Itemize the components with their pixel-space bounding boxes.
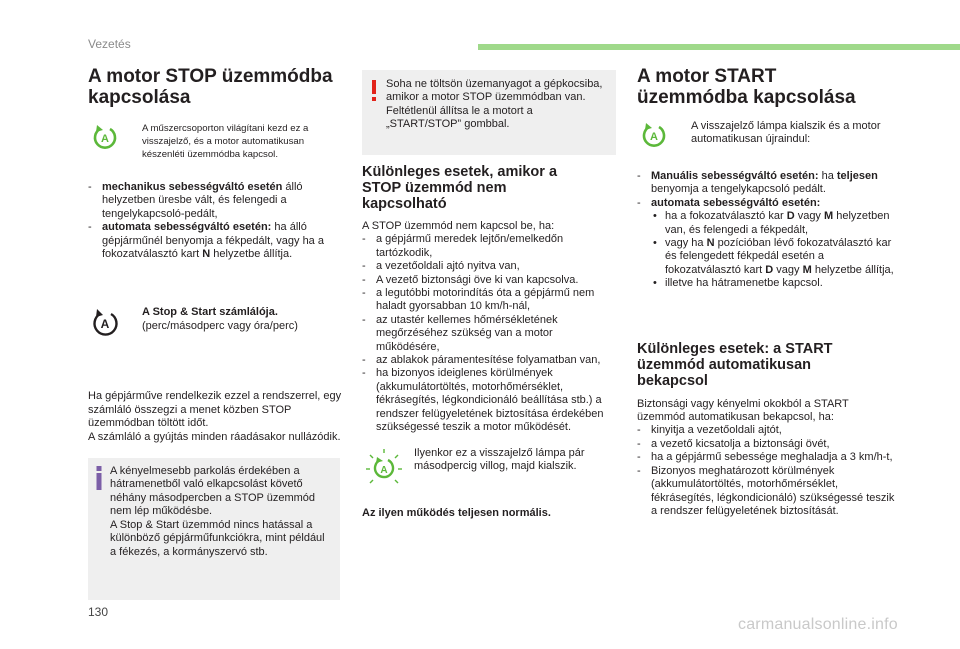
counter-para-2: A számláló a gyújtás minden ráadásakor nullázódik. [88,430,341,443]
list-item: - ha a gépjármű sebessége meghaladja a 3 km/h-t, [637,451,899,464]
list-item: - az utastér kellemes hőmérsékletének megőrzéséhez szükség van a motor működésére, [362,314,616,354]
stop-mode-intro: A műszercsoporton világítani kezd ez a visszajelző, és a motor automatikusan készenléti üzemmódba kapcsol. [142,123,309,160]
special-cases-stop-intro: A STOP üzemmód nem kapcsol be, ha: [362,220,555,232]
special-cases-stop-title: Különleges esetek, amikor a STOP üzemmód nem kapcsolható [362,164,558,212]
column-stop-mode [88,66,344,600]
info-icon [95,466,103,490]
warning-exclamation-icon [370,80,378,102]
list-item: • vagy ha N pozícióban lévő fokozatválasztó kar és felengedett fékpedál esetén a fokozatválasztó kart D vagy M helyzetbe állítja, [651,237,899,277]
normal-operation-text: Az ilyen működés teljesen normális. [362,506,551,519]
blinking-indicator-icon [362,447,414,487]
blink-text: Ilyenkor ez a visszajelző lámpa pár másodpercig villog, majd kialszik. [414,446,585,472]
list-item: - az ablakok páramentesítése folyamatban van, [362,354,616,367]
list-item: - a vezető kicsatolja a biztonsági övét, [637,438,899,451]
list-item: - A vezető biztonsági öve ki van kapcsolva. [362,274,616,287]
list-item: - Bizonyos meghatározott körülmények (akkumulátortöltés, motorhőmérséklet, fékrásegítés, légkondicionáló) szükségessé teszik a rendszer felügyeletének biztosítását. [637,465,899,519]
svg-text:A: A [380,464,388,476]
list-item: • ha a fokozatválasztó kar D vagy M helyzetben van, és felengedi a fékpedált, [651,210,899,237]
list-item: - a legutóbbi motorindítás óta a gépjármű nem haladt gyorsabban 10 km/h-nál, [362,287,616,314]
list-item: • illetve ha hátramenetbe kapcsol. [651,277,899,290]
info-box [88,458,340,600]
stop-exceptions-list [362,233,616,434]
automatic-gearbox-list [651,210,899,290]
list-item: - automata sebességváltó esetén: ha álló gépjárműnél benyomja a fékpedált, vagy ha a fokozatválasztó kart N helyzetbe állítja. [88,221,344,261]
counter-para-1: Ha gépjárműve rendelkezik ezzel a rendszerrel, egy számláló összegzi a menet közben STOP üzemmódban töltött időt. [88,390,342,430]
list-item: - a vezetőoldali ajtó nyitva van, [362,260,616,273]
info-box-text: A kényelmesebb parkolás érdekében a hátramenetből való elkapcsolást követő néhány másodpercben a STOP üzemmód nem lép működésbe. [110,465,316,518]
auto-start-green-icon [637,120,691,150]
warning-box [362,70,616,155]
list-item: - ha bizonyos ideiglenes körülmények (akkumulátortöltés, motorhőmérséklet, fékrásegítés, légkondicionáló beállítása stb.) a rendszer felügyeletének biztosítása érdekében szükségessé teszik a motor működését. [362,367,616,434]
stop-mode-title: A motor STOP üzemmódba kapcsolása [88,66,333,108]
list-item: - Manuális sebességváltó esetén: ha teljesen benyomja a tengelykapcsoló pedált. [637,170,899,197]
column-start-mode [637,66,909,518]
counter-title: A Stop & Start számlálója. [142,306,278,319]
counter-text: (perc/másodperc vagy óra/perc) [142,319,298,332]
warning-text: Soha ne töltsön üzemanyagot a gépkocsiba, amikor a motor STOP üzemmódban van. Feltétlenül állítsa le a motort a „START/STOP” gombbal. [386,78,603,131]
page-number: 130 [88,605,109,619]
stop-conditions-list [88,181,344,261]
special-cases-start-intro: Biztonsági vagy kényelmi okokból a START üzemmód automatikusan bekapcsol, ha: [637,397,849,424]
list-item: - kinyitja a vezetőoldali ajtót, [637,424,899,437]
section-accent-bar [478,44,960,50]
auto-stop-green-icon [88,122,142,152]
start-conditions-list [637,170,899,291]
svg-text:A: A [650,131,658,143]
section-title: Vezetés [88,37,131,51]
stop-start-counter-icon [88,306,142,340]
list-item: - automata sebességváltó esetén: • ha a fokozatválasztó kar D vagy M helyzetben van, és felengedi a fékpedált, • vagy ha N pozícióban lévő fokozatválasztó kar és felengedett fékpedál esetén a fokozatválasztó kart D vagy M helyzetbe állítja, • illetve ha hátramenetbe kapcsol. [637,197,899,291]
start-mode-intro: A visszajelző lámpa kialszik és a motor automatikusan újraindul: [691,120,881,146]
list-item: - a gépjármű meredek lejtőn/emelkedőn tartózkodik, [362,233,616,260]
start-mode-title: A motor START üzemmódba kapcsolása [637,66,856,108]
svg-text:A: A [101,133,109,145]
auto-start-list [637,424,899,518]
watermark: carmanualsonline.info [738,616,898,633]
special-cases-start-title: Különleges esetek: a START üzemmód automatikusan bekapcsol [637,340,833,389]
svg-text:A: A [100,317,110,332]
column-special-cases-stop [362,70,616,520]
info-box-text-2: A Stop & Start üzemmód nincs hatással a különböző gépjárműfunkciókra, mint például a fékezés, a kormányszervó stb. [110,518,325,558]
list-item: - mechanikus sebességváltó esetén álló helyzetben üresbe vált, és felengedi a tengelykapcsoló-pedált, [88,181,344,221]
